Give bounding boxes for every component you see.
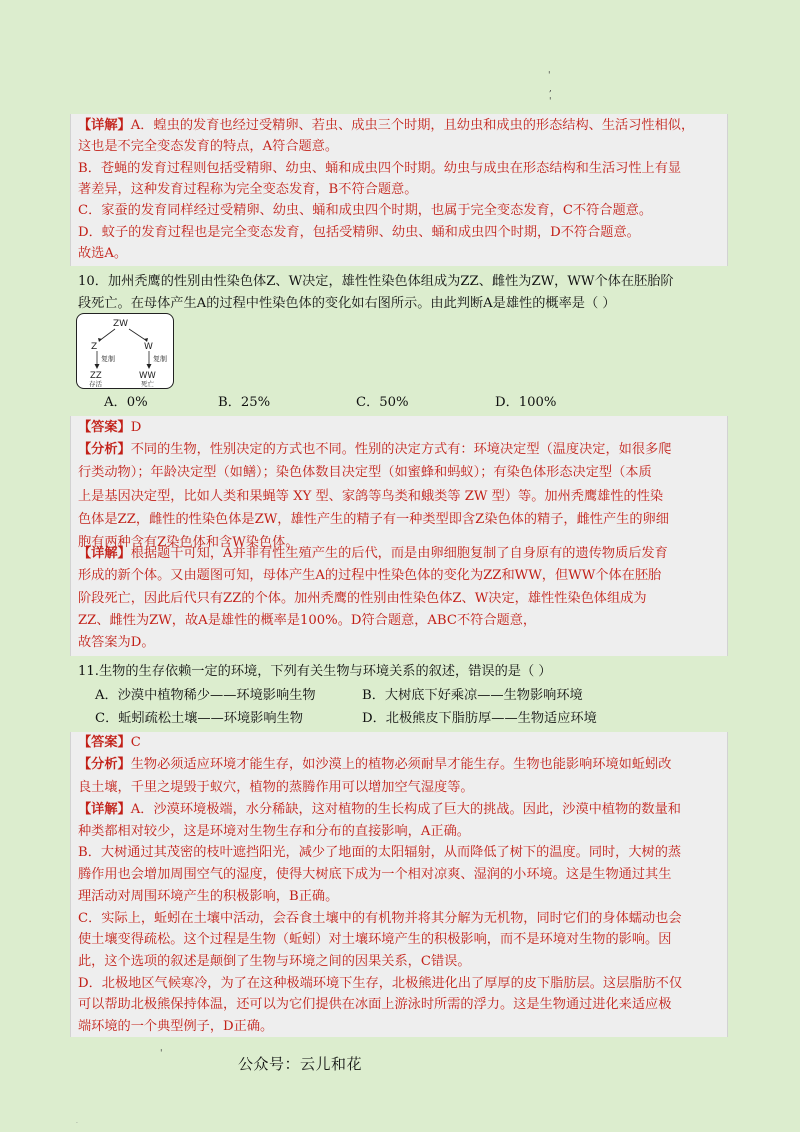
fig-right-action: 复制: [153, 355, 167, 363]
q11-option-c: C．蚯蚓疏松土壤——环境影响生物: [95, 711, 303, 726]
line-text: B．大树通过其茂密的枝叶遮挡阳光，减少了地面的太阳辐射，从而降低了树下的温度。同时，大树的蒸: [78, 845, 682, 861]
text-line: [78, 487, 663, 507]
text-line: [78, 137, 338, 157]
line-text: 良土壤，千里之堤毁于蚁穴，植物的蒸腾作用可以增加空气湿度等。: [78, 780, 474, 795]
text-line: [78, 843, 681, 863]
answer-tag: 【答案】: [78, 420, 131, 435]
fig-right-label: W: [144, 342, 153, 352]
line-text: 腾作用也会增加周围空气的湿度，使得大树底下成为一个相对凉爽、湿润的小环境。这是生物通过其生: [78, 867, 672, 883]
text-line: [78, 159, 681, 179]
text-line: [78, 909, 682, 929]
q10-option-d: D．100%: [495, 395, 557, 410]
text-line: [78, 1017, 273, 1037]
line-text: 胞有两种含有Z染色体和含W染色体。: [78, 535, 299, 551]
line-text: C．实际上，蚯蚓在土壤中活动，会吞食土壤中的有机物并将其分解为无机物，同时它们的身体蠕动也会: [78, 910, 682, 926]
text-line: [78, 244, 127, 264]
line-text: 端环境的一个典型例子，D正确。: [78, 1019, 274, 1034]
speck: ·: [76, 1120, 78, 1127]
line-text: D．北极地区气候寒冷，为了在这种极端环境下生存，北极熊进化出了厚厚的皮下脂肪层。这层脂肪不仅: [78, 975, 683, 991]
line-text: ZZ、雌性为ZW，故A是雄性的概率是100%。D符合题意，ABC不符合题意，: [78, 612, 537, 628]
line-text: 种类都相对较少，这是环境对生物生存和分布的直接影响，A正确。: [78, 823, 470, 839]
line-text: 故选A。: [78, 245, 128, 261]
line-text: B．苍蝇的发育过程则包括受精卵、幼虫、蛹和成虫四个时期。幼虫与成虫在形态结构和生活习性上有显: [78, 160, 682, 176]
line-text: 使土壤变得疏松。这个过程是生物（蚯蚓）对土壤环境产生的积极影响，而不是环境对生物的影响。因: [78, 932, 672, 948]
fig-left-label: Z: [91, 342, 98, 352]
text-line: [78, 510, 669, 530]
fig-top-label: ZW: [113, 319, 129, 329]
speck: ': [160, 1049, 163, 1059]
section-tag: 【详解】: [78, 546, 131, 561]
q10-option-b: B．25%: [218, 395, 271, 410]
q11-stem: 11.生物的生存依赖一定的环境，下列有关生物与环境关系的叙述，错误的是（ ）: [78, 664, 552, 679]
arrowhead-split-left: [98, 338, 102, 342]
fig-left-result: ZZ: [90, 371, 102, 381]
line-text: 生物必须适应环境才能生存，如沙漠上的植物必须耐旱才能生存。生物也能影响环境如蚯蚓改: [130, 757, 672, 772]
text-line: [78, 778, 474, 798]
line-text: A．沙漠环境极端，水分稀缺，这对植物的生长构成了巨大的挑战。因此，沙漠中植物的数量和: [130, 802, 681, 817]
line-text: 这也是不完全变态发育的特点，A符合题意。: [78, 139, 339, 155]
line-text: 理活动对周围环境产生的积极影响，B正确。: [78, 888, 339, 904]
line-text: 上是基因决定型，比如人类和果蝇等 XY 型、家鸽等鸟类和蛾类等 ZW 型）等。加州秃鹰雄性的性染: [78, 488, 664, 504]
line-text: 根据题干可知，A并非有性生殖产生的后代，而是由卵细胞复制了自身原有的遗传物质后发育: [130, 546, 668, 561]
q11-answer: [78, 733, 141, 753]
answer-value: C: [130, 735, 141, 750]
text-line: [78, 589, 647, 609]
fig-right-fate: 死亡: [141, 380, 154, 388]
arrowhead-left: [95, 364, 100, 369]
text-line: [78, 974, 682, 994]
q10-option-c: C．50%: [356, 395, 409, 410]
section-tag: 【分析】: [78, 442, 131, 457]
line-text: 此，这个选项的叙述是颠倒了生物与环境之间的因果关系，C错误。: [78, 953, 471, 969]
line-text: 阶段死亡，因此后代只有ZZ的个体。加州秃鹰的性别由性染色体Z、W决定，雄性性染色体组成为: [78, 590, 647, 606]
section-tag: 【详解】: [78, 118, 131, 133]
line-text: 著差异，这种发育过程称为完全变态发育，B不符合题意。: [78, 181, 418, 197]
speck: ,: [549, 84, 552, 94]
answer-value: D: [130, 420, 142, 435]
fig-right-result: WW: [139, 371, 156, 381]
text-line: [78, 755, 671, 775]
text-line: [78, 223, 640, 243]
speck: ': [549, 97, 552, 107]
fig-left-fate: 存活: [89, 380, 102, 388]
text-line: [78, 566, 661, 586]
answer-tag: 【答案】: [78, 735, 131, 750]
q11-option-d: D．北极熊皮下脂肪厚——生物适应环境: [362, 711, 597, 726]
speck: ': [548, 71, 551, 81]
section-tag: 【详解】: [78, 802, 131, 817]
q10-figure: [76, 313, 174, 389]
q11-option-b: B．大树底下好乘凉——生物影响环境: [362, 688, 583, 703]
q10-option-a: A．0%: [104, 395, 148, 410]
text-line: [78, 180, 417, 200]
line-text: 色体是ZZ，雌性的性染色体是ZW，雄性产生的精子有一种类型即含Z染色体的精子，雌性产生的卵细: [78, 511, 669, 527]
line-text: D．蚊子的发育过程也是完全变态发育，包括受精卵、幼虫、蛹和成虫四个时期，D不符合题意。: [78, 224, 640, 240]
section-tag: 【分析】: [78, 757, 131, 772]
text-line: [78, 463, 652, 483]
line-text: 可以帮助北极熊保持体温，还可以为它们提供在冰面上游泳时所需的浮力。这是生物通过进化来适应极: [78, 997, 672, 1013]
line-text: 行类动物）；年龄决定型（如鳝）；染色体数目决定型（如蜜蜂和蚂蚁）；有染色体形态决定型（本质: [78, 465, 652, 481]
chromosome-diagram: [77, 314, 173, 388]
text-line: [78, 930, 671, 950]
text-line: [78, 800, 681, 820]
q11-option-a: A．沙漠中植物稀少——环境影响生物: [95, 688, 316, 703]
text-line: [78, 544, 668, 564]
text-line: [78, 633, 155, 653]
text-line: [78, 865, 671, 885]
text-line: [78, 116, 694, 136]
text-line: [78, 952, 471, 972]
text-line: [78, 887, 338, 907]
arrowhead-right: [147, 364, 152, 369]
line-text: 形成的新个体。又由题图可知，母体产生A的过程中性染色体的变化为ZZ和WW，但WW个体在胚胎: [78, 568, 662, 584]
q10-answer: [78, 418, 141, 438]
line-text: C．家蚕的发育同样经过受精卵、幼虫、蛹和成虫四个时期，也属于完全变态发育，C不符合题意。: [78, 203, 653, 219]
line-text: 不同的生物，性别决定的方式也不同。性别的决定方式有：环境决定型（温度决定，如很多爬: [130, 442, 672, 457]
q10-stem-line-1: 10．加州秃鹰的性别由性染色体Z、W决定，雄性性染色体组成为ZZ、雌性为ZW，WW个体在胚胎阶: [78, 274, 674, 289]
text-line: [78, 995, 671, 1015]
footer-wechat-account: 公众号：云儿和花: [238, 1055, 363, 1073]
fig-left-action: 复制: [101, 355, 115, 363]
q10-stem-line-2: 段死亡。在母体产生A的过程中性染色体的变化如右图所示。由此判断A是雄性的概率是（ ）: [78, 296, 616, 311]
line-text: A．蝗虫的发育也经过受精卵、若虫、成虫三个时期，且幼虫和成虫的形态结构、生活习性相似，: [130, 118, 695, 133]
text-line: [78, 611, 536, 631]
text-line: [78, 201, 652, 221]
text-line: [78, 822, 470, 842]
text-line: [78, 440, 671, 460]
line-text: 故答案为D。: [78, 635, 155, 651]
